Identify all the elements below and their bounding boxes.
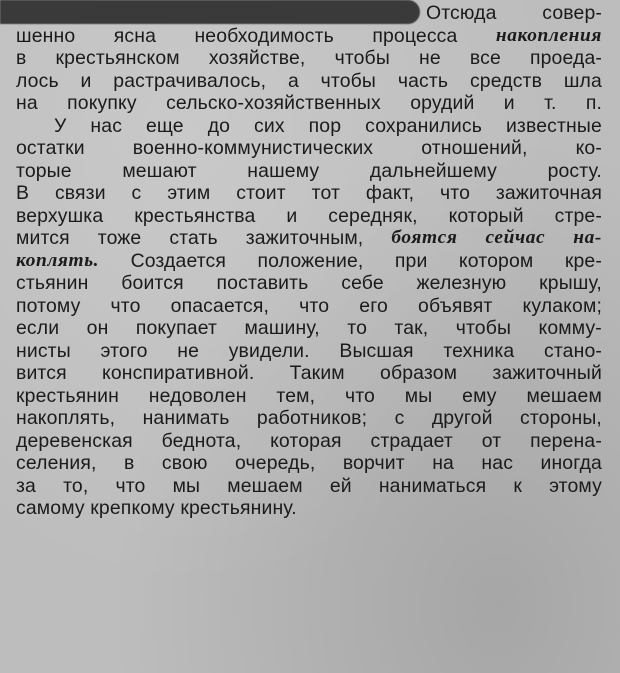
word: стороны, — [520, 407, 602, 429]
word: на — [16, 92, 38, 114]
word: комму- — [538, 317, 602, 339]
word: не — [177, 339, 200, 362]
word: селения, — [16, 452, 97, 474]
word: стать — [169, 227, 218, 249]
word: мится — [16, 227, 70, 249]
text-line — [16, 407, 602, 430]
word: средств — [469, 69, 543, 92]
word: не — [418, 47, 441, 69]
word: Отсюда — [426, 2, 497, 24]
word: нас — [90, 114, 123, 137]
word: его — [359, 294, 388, 317]
word: стано- — [544, 339, 602, 362]
word: который — [448, 204, 524, 227]
document-text — [16, 2, 602, 520]
word: нас — [481, 452, 514, 474]
word: машину, — [244, 317, 320, 339]
word: нисты — [16, 339, 71, 362]
word: накопления — [495, 24, 602, 46]
text-line — [16, 317, 602, 340]
word: ей — [329, 474, 352, 497]
text-line — [16, 340, 602, 363]
word: крестьянин — [16, 384, 119, 407]
word: связи — [54, 182, 106, 204]
text-line — [16, 160, 602, 183]
word: известные — [505, 114, 602, 137]
word: что — [115, 474, 146, 497]
text-line — [16, 205, 602, 228]
word: кулаком; — [522, 294, 602, 317]
word: от — [481, 429, 502, 452]
text-line — [16, 47, 602, 70]
word: он — [86, 317, 109, 339]
word: хозяйстве, — [208, 47, 306, 69]
text-line — [16, 115, 602, 138]
word: за — [16, 474, 36, 497]
word: на- — [573, 227, 602, 248]
text-line — [16, 295, 602, 318]
text-line — [16, 475, 602, 498]
word: Создается — [130, 249, 227, 272]
text-line — [16, 92, 602, 115]
word: при — [394, 249, 428, 272]
word: пор — [308, 114, 342, 137]
word: покупку — [67, 92, 137, 114]
word: ко- — [575, 137, 602, 159]
word: вится — [16, 362, 67, 384]
text-line — [16, 182, 602, 205]
text-line — [16, 385, 602, 408]
word: перена- — [530, 429, 602, 452]
text-line — [16, 272, 602, 295]
word: еще — [145, 114, 184, 137]
word: отношений, — [421, 137, 528, 159]
word: кре- — [564, 249, 602, 272]
word: очередь, — [235, 452, 316, 474]
text-line — [16, 362, 602, 385]
word: этому — [549, 474, 602, 497]
word: к — [513, 474, 522, 497]
word: дальнейшему — [369, 159, 497, 182]
word: часть — [397, 69, 449, 92]
redaction-bar — [0, 0, 420, 24]
word: себе — [341, 272, 384, 294]
word: этого — [100, 339, 148, 362]
text-line — [16, 25, 602, 48]
word: нашему — [247, 159, 320, 182]
word: положение, — [257, 249, 364, 272]
word: опасается, — [170, 294, 270, 317]
word: если — [16, 317, 60, 339]
word: лось — [16, 69, 59, 92]
word: самому — [16, 497, 85, 519]
word: мешаем — [227, 474, 303, 497]
word: военно-коммунистических — [132, 137, 374, 159]
word: торые — [16, 159, 72, 182]
word: процесса — [372, 24, 458, 47]
word: беднота, — [161, 429, 242, 452]
word: чтобы — [334, 47, 390, 69]
word: нанимать — [142, 407, 230, 429]
word: и — [503, 92, 515, 114]
word: шла — [563, 69, 602, 92]
word: У — [54, 114, 67, 137]
word: то, — [63, 474, 89, 497]
text-line — [16, 452, 602, 475]
word: в — [123, 452, 135, 474]
word: т. — [544, 92, 557, 114]
word: то — [347, 317, 367, 339]
word: ему — [462, 384, 497, 407]
word: чтобы — [320, 69, 377, 92]
word: и — [286, 204, 298, 227]
word: мешаем — [526, 384, 602, 407]
word: крестьянину. — [180, 497, 297, 519]
word: стоит — [236, 182, 286, 204]
word: Высшая — [339, 339, 414, 362]
word: объявят — [418, 294, 493, 317]
word: В — [16, 182, 30, 204]
word: с — [394, 407, 405, 429]
word: совер- — [542, 2, 602, 24]
word: на — [432, 452, 454, 474]
word: сейчас — [485, 227, 546, 248]
text-line — [16, 227, 602, 250]
word: шенно — [16, 24, 76, 47]
word: крестьянства — [134, 204, 256, 227]
word: сельско-хозяйственных — [166, 92, 381, 114]
word: тоже — [97, 227, 142, 249]
word: зажиточным, — [245, 227, 364, 249]
word: коплять. — [16, 249, 100, 271]
word: все — [469, 47, 501, 69]
word: что — [344, 384, 375, 407]
word: зажиточный — [492, 362, 602, 384]
word: крестьянском — [55, 47, 180, 69]
word: недоволен — [148, 384, 247, 407]
word: накоплять, — [16, 407, 116, 429]
word: сохранились — [365, 114, 483, 137]
word: тем, — [276, 384, 316, 407]
word: стре- — [554, 204, 602, 227]
word: до — [207, 114, 231, 137]
word: конспиративной. — [102, 362, 255, 384]
word: этим — [167, 182, 211, 204]
word: верхушка — [16, 204, 104, 227]
word: необходимость — [194, 24, 334, 47]
word: железную — [416, 272, 507, 294]
word: чтобы — [455, 317, 512, 339]
word: крышу, — [539, 272, 602, 294]
word: и — [80, 69, 92, 92]
word: покупает — [135, 317, 218, 339]
word: ворчит — [342, 452, 405, 474]
word: крепкому — [90, 497, 175, 519]
word: растрачивалось, — [113, 69, 267, 92]
word: которая — [270, 429, 342, 452]
word: стьянин — [16, 272, 89, 294]
word: мы — [404, 384, 433, 407]
word: поставить — [216, 272, 309, 294]
word: что — [110, 294, 141, 317]
word: увидели. — [228, 339, 310, 362]
word: ясна — [113, 24, 157, 47]
word: п. — [585, 92, 602, 114]
word: в — [16, 47, 27, 69]
text-line — [16, 497, 602, 520]
word: остатки — [16, 137, 85, 159]
word: росту. — [547, 159, 602, 182]
word: а — [287, 69, 299, 92]
word: мы — [172, 474, 201, 497]
word: Таким — [289, 362, 345, 384]
word: работников; — [256, 407, 368, 429]
word: образом — [380, 362, 458, 384]
word: факт, — [365, 182, 415, 204]
word: деревенская — [16, 429, 133, 452]
text-line — [16, 430, 602, 453]
word: тот — [311, 182, 341, 204]
word: середняк, — [328, 204, 418, 227]
word: зажиточная — [495, 182, 602, 204]
word: что — [440, 182, 471, 204]
word: так, — [394, 317, 429, 339]
word: страдает — [370, 429, 453, 452]
word: орудий — [410, 92, 475, 114]
word: другой — [431, 407, 493, 429]
word: проеда- — [529, 47, 602, 69]
word: свою — [161, 452, 208, 474]
word: мешают — [122, 159, 197, 182]
word: боится — [121, 272, 184, 294]
word: наниматься — [378, 474, 487, 497]
word: иногда — [540, 452, 602, 474]
word: с — [131, 182, 142, 204]
text-line — [16, 137, 602, 160]
word: потому — [16, 294, 81, 317]
text-line — [16, 70, 602, 93]
word: боятся — [391, 227, 458, 248]
word: техника — [443, 339, 515, 362]
word: что — [299, 294, 330, 317]
text-line — [16, 250, 602, 273]
word: сих — [254, 114, 285, 137]
word: котором — [458, 249, 534, 272]
